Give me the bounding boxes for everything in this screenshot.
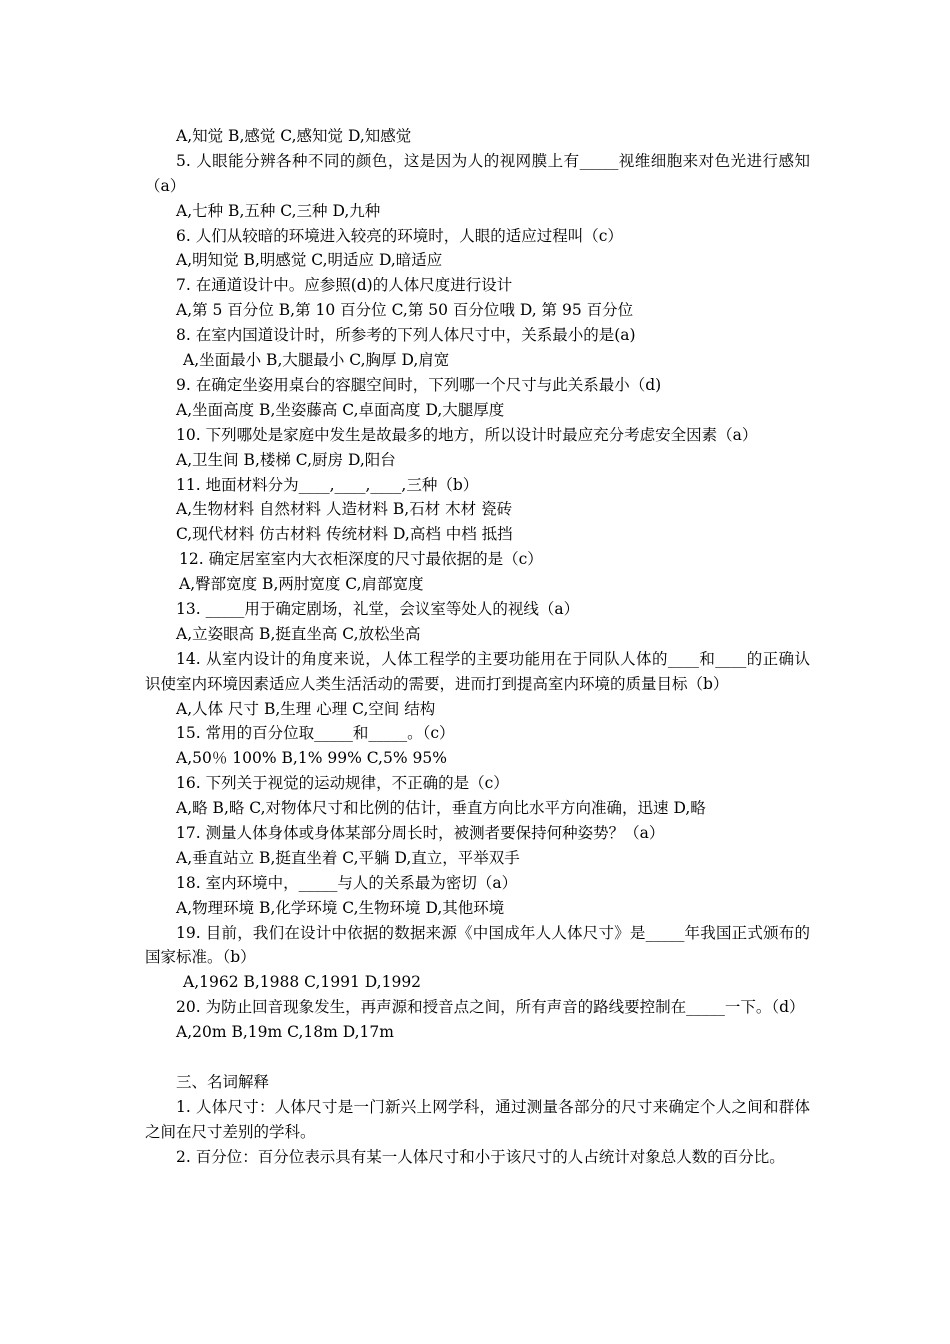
answer-options: A,立姿眼高 B,挺直坐高 C,放松坐高	[176, 624, 421, 643]
definition-1: 1. 人体尺寸：人体尺寸是一门新兴上网学科，通过测量各部分的尺寸来确定个人之间和群体之间在尺寸差别的学科。	[145, 1097, 810, 1141]
answer-options: A,臀部宽度 B,两肘宽度 C,肩部宽度	[179, 575, 424, 594]
question-19: 19. 目前，我们在设计中依据的数据来源《中国成年人人体尺寸》是_____年我国正式颁布的国家标准。（b）	[145, 923, 810, 967]
question-10: 10. 下列哪处是家庭中发生是故最多的地方，所以设计时最应充分考虑安全因素（a）	[176, 425, 758, 444]
question-6: 6. 人们从较暗的环境进入较亮的环境时，人眼的适应过程叫（c）	[176, 226, 623, 245]
answer-options: A,坐面高度 B,坐姿藤高 C,卓面高度 D,大腿厚度	[176, 400, 505, 419]
question-9: 9. 在确定坐姿用桌台的容腿空间时，下列哪一个尺寸与此关系最小（d)	[176, 375, 662, 394]
answer-options: A,七种 B,五种 C,三种 D,九种	[176, 201, 381, 220]
question-7: 7. 在通道设计中。应参照(d)的人体尺度进行设计	[176, 276, 513, 295]
question-16: 16. 下列关于视觉的运动规律，不正确的是（c）	[176, 774, 509, 793]
answer-options: A,知觉 B,感觉 C,感知觉 D,知感觉	[176, 127, 412, 145]
spacer	[145, 1045, 810, 1070]
question-12: 12. 确定居室室内大衣柜深度的尺寸最依据的是（c）	[179, 550, 543, 569]
answer-options: A,1962 B,1988 C,1991 D,1992	[183, 973, 422, 992]
section-heading: 三、名词解释	[176, 1072, 270, 1091]
answer-options: A,人体 尺寸 B,生理 心理 C,空间 结构	[176, 699, 436, 718]
question-18: 18. 室内环境中，_____与人的关系最为密切（a）	[176, 873, 518, 892]
question-15: 15. 常用的百分位取_____和_____。（c）	[176, 724, 455, 743]
question-13: 13. _____用于确定剧场，礼堂，会议室等处人的视线（a）	[176, 599, 580, 618]
question-20: 20. 为防止回音现象发生，再声源和授音点之间，所有声音的路线要控制在_____一下。（d）	[176, 998, 805, 1017]
answer-options: A,物理环境 B,化学环境 C,生物环境 D,其他环境	[176, 898, 505, 917]
question-11: 11. 地面材料分为____,____,____,三种（b）	[176, 475, 479, 494]
question-14: 14. 从室内设计的角度来说，人体工程学的主要功能用在于同队人体的____和____的正确认识使室内环境因素适应人类生活活动的需要，进而打到提高室内环境的质量目标（b）	[145, 649, 810, 693]
question-5: 5. 人眼能分辨各种不同的颜色，这是因为人的视网膜上有_____视维细胞来对色光进行感知（a）	[145, 151, 810, 195]
answer-options: A,明知觉 B,明感觉 C,明适应 D,暗适应	[176, 251, 443, 270]
answer-options: A,第 5 百分位 B,第 10 百分位 C,第 50 百分位哦 D, 第 95 百分位	[176, 301, 634, 320]
answer-options: C,现代材料 仿古材料 传统材料 D,高档 中档 抵挡	[176, 525, 513, 544]
document-body	[145, 124, 810, 1170]
answer-options: A,20m B,19m C,18m D,17m	[176, 1023, 394, 1042]
answer-options: A,坐面最小 B,大腿最小 C,胸厚 D,肩宽	[183, 351, 450, 370]
question-8: 8. 在室内国道设计时，所参考的下列人体尺寸中，关系最小的是(a)	[176, 326, 636, 345]
answer-options: A,生物材料 自然材料 人造材料 B,石材 木材 瓷砖	[176, 500, 513, 519]
answer-options: A,略 B,略 C,对物体尺寸和比例的估计，垂直方向比水平方向准确，迅速 D,略	[176, 799, 706, 818]
definition-2: 2. 百分位：百分位表示具有某一人体尺寸和小于该尺寸的人占统计对象总人数的百分比。	[176, 1147, 785, 1166]
answer-options: A,垂直站立 B,挺直坐着 C,平躺 D,直立，平举双手	[176, 848, 520, 867]
answer-options: A,50％ 100% B,1% 99% C,5% 95%	[176, 749, 447, 768]
answer-options: A,卫生间 B,楼梯 C,厨房 D,阳台	[176, 450, 396, 469]
question-17: 17. 测量人体身体或身体某部分周长时，被测者要保持何种姿势？（a）	[176, 824, 665, 842]
